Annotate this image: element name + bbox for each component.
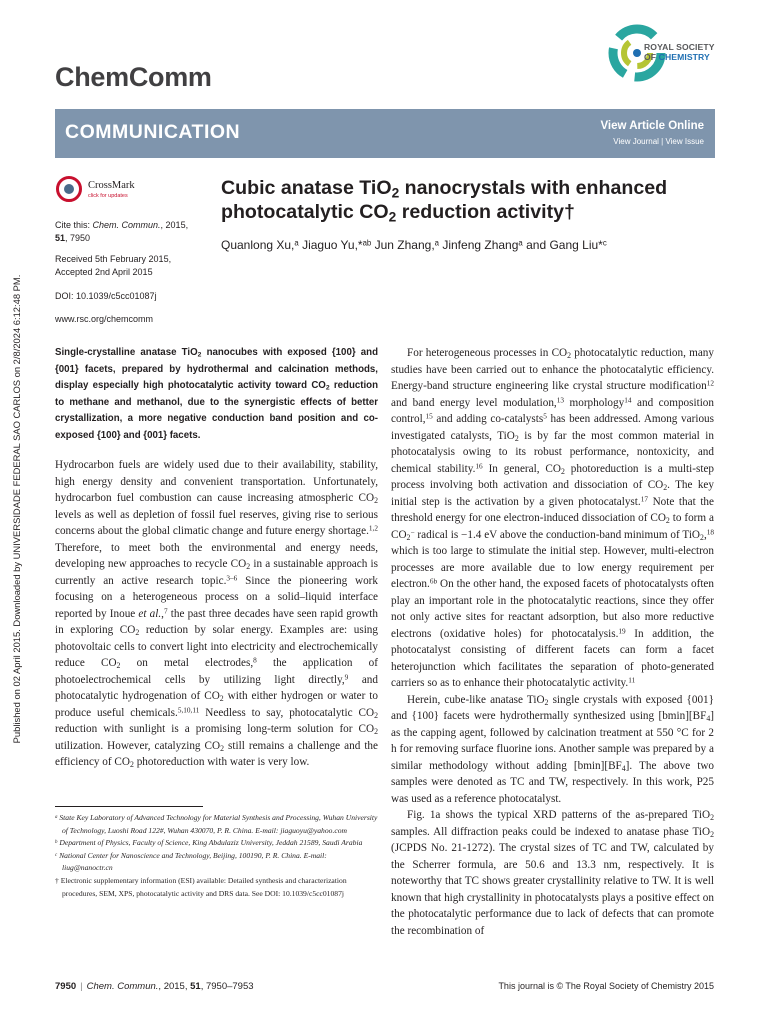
title-part-1: Cubic anatase TiO bbox=[221, 177, 392, 199]
page-number: 7950 bbox=[55, 981, 77, 992]
view-article-online-link[interactable]: View Article Online bbox=[600, 120, 704, 132]
paragraph: Herein, cube-like anatase TiO$_2$ single crystals with exposed {001} and {100} facets were hydrothermally synthesized using $[bmin][BF_4]$ as the capping agent, followed by calcination treatment at 550 °C for 2 h for removing surface fluorine ions. Another sample was prepared by a similar methodology without adding $[bmin][BF_4]$. The above two samples were denoted as TC and TW, respectively. In this work, P25 was used as a reference photocatalyst. bbox=[391, 693, 715, 805]
title-part-3: reduction activity† bbox=[396, 201, 575, 223]
footer-pages: , 7950–7953 bbox=[200, 981, 254, 992]
footer-volume: 51 bbox=[190, 981, 201, 992]
author[interactable]: Jiaguo Yu,*$^{ab}$ bbox=[302, 238, 372, 252]
cite-page: , 7950 bbox=[65, 232, 91, 243]
crossmark-badge[interactable] bbox=[56, 176, 156, 206]
footer-journal: Chem. Commun. bbox=[86, 981, 159, 992]
article-type-label: COMMUNICATION bbox=[65, 121, 241, 143]
footnote-esi: † Electronic supplementary information (ESI) available: Detailed synthesis and characterization procedures, SEM, XPS, photocatalytic activity and DRS data. See DOI: 10.1039/c5cc01087j bbox=[55, 875, 347, 898]
crossmark-icon bbox=[56, 176, 82, 202]
accepted-date: Accepted 2nd April 2015 bbox=[55, 266, 153, 277]
title-part-2: nanocrystals with enhanced photocatalytic CO bbox=[221, 177, 668, 223]
author[interactable]: and Gang Liu*$^c$ bbox=[526, 238, 607, 252]
footnote-affiliation-a: $^a$ State Key Laboratory of Advanced Technology for Material Synthesis and Processing, Wuhan University of Technology, Luoshi Road 122#, Wuhan 430070, P. R. China. E-mail: jiaguoyu@yahoo.com bbox=[55, 813, 378, 835]
publisher-line1: ROYAL SOCIETY bbox=[644, 42, 715, 52]
crossmark-icon-core bbox=[64, 184, 74, 194]
author[interactable]: Quanlong Xu,$^a$ bbox=[221, 238, 299, 252]
publisher-wordmark bbox=[644, 43, 715, 62]
received-date: Received 5th February 2015, bbox=[55, 254, 172, 264]
author-list bbox=[221, 238, 711, 252]
footnotes bbox=[55, 812, 378, 900]
footer-citation bbox=[55, 981, 254, 992]
cite-year: , 2015, bbox=[160, 220, 189, 230]
paragraph: For heterogeneous processes in $CO_2$ photocatalytic reduction, many studies have been carried out to enhance the photocatalytic efficiency. Energy-band structure engineering like crystal structure modification$^{12}$ and band energy level modulation,$^{13}$ morphology$^{14}$ and composition control,$^{15}$ and adding co-catalysts$^5$ has been addressed. Among various investigated catalysts, TiO$_2$ is by far the most common material in photocatalysis owing to its robust performance, nontoxicity, and chemical stability.$^{16}$ In general, $CO_2$ photoreduction is a multi-step process involving both activation and dissociation of $CO_2$. The key initial step is the activation by a given photocatalyst.$^{17}$ Note that the threshold energy for one electron-induced dissociation of $CO_2$ to form a $CO_2^-$ radical is −1.4 eV above the conduction-band minimum of TiO$_2$,$^{18}$ which is too large to stimulate the initial step. However, multi-electron processes are more available due to low energy requirement per electron.$^{6b}$ On the other hand, the exposed facets of photocatalysts often play an important role in the photocatalytic reactions, since they offer not only active sites for reactant adsorption, but also more reductive electrons (oxidative holes) for photocatalysis.$^{19}$ In addition, the photocatalyst consisting of different facets can form a facet heterojunction which facilitates the separation of photo-generated carriers so as to enhance their photocatalytic activity.$^{11}$ bbox=[391, 347, 715, 689]
footer-separator: | bbox=[80, 981, 83, 992]
paragraph: Fig. 1a shows the typical XRD patterns of the as-prepared TiO$_2$ samples. All diffraction peaks could be indexed to anatase phase TiO$_2$ (JCPDS No. 21-1272). The crystal sizes of TC and TW, calculated by the Scherrer formula, are 50.6 and 13.3 nm, respectively. It is noteworthy that TC shows greater crystallinity relative to TW. It is well known that high crystallinity in photocatalysts plays a positive effect on the photocatalytic performance due to lack of defects that can promote the recombination of bbox=[391, 809, 714, 937]
publisher-of: OF bbox=[644, 51, 657, 62]
title-sub-2: 2 bbox=[388, 209, 397, 225]
abstract: Single-crystalline anatase TiO$_2$ nanocubes with exposed {100} and {001} facets, prepared by hydrothermal and calcination methods, display especially high photocatalytic activity toward $CO_2$ reduction to methane and methanol, due to the synergistic effects of better crystallization, a more negative conduction band position and co-exposed {100} and {001} facets. bbox=[55, 347, 379, 441]
article-type-banner bbox=[55, 109, 715, 158]
journal-name[interactable]: ChemComm bbox=[55, 62, 212, 92]
received-dates bbox=[55, 253, 205, 278]
view-journal-issue-links[interactable]: View Journal | View Issue bbox=[613, 137, 704, 146]
title-sub-1: 2 bbox=[391, 185, 400, 201]
footnote-affiliation-c: $^c$ National Center for Nanoscience and Technology, Beijing, 100190, P. R. China. E-mail: liug@nanoctr.cn bbox=[55, 850, 327, 873]
publisher-line2: CHEMISTRY bbox=[658, 51, 710, 62]
cite-volume: 51 bbox=[55, 232, 66, 243]
cite-label: Cite this: bbox=[55, 220, 93, 230]
footer-copyright: This journal is © The Royal Society of Chemistry 2015 bbox=[498, 981, 714, 991]
citation bbox=[55, 219, 205, 244]
body-text-right bbox=[391, 345, 714, 939]
author[interactable]: Jinfeng Zhang$^a$ bbox=[442, 238, 523, 252]
footnote-b-text: Department of Physics, Faculty of Science, King Abdulaziz University, Jeddah 21589, Saudi Arabia bbox=[59, 838, 363, 848]
body-text-left: Hydrocarbon fuels are widely used due to their availability, stability, high energy density and convenient transportation. Unfortunately, hydrocarbon fuel combustion can cause increasing atmospheric $CO_2$ levels as well as depletion of fossil fuel reserves, giving rise to serious concerns about the global climatic change and future energy shortage.$^{1,2}$ Therefore, to meet both the environmental and energy needs, developing new approaches to recycle $CO_2$ in a sustainable approach is currently an active research topic.$^{3-6}$ Since the pioneering work focusing on a heterogeneous process on a solid–liquid interface reported by Inoue et al.,$^7$ the past three decades have seen rapid growth in exploring $CO_2$ reduction by solar energy. Examples are: using photovoltaic cells to convert light into electricity and electrochemically reduce $CO_2$ on metal electrodes,$^8$ the application of photoelectrochemical cells by utilizing light directly,$^9$ and photocatalytic hydrogenation of $CO_2$ with either hydrogen or water to produce useful chemicals.$^{5,10,11}$ Needless to say, photocatalytic $CO_2$ reduction with sunlight is a promising long-term solution for $CO_2$ utilization. However, catalyzing $CO_2$ still remains a challenge and the efficiency of $CO_2$ photoreduction with water is very low. bbox=[55, 459, 379, 769]
doi[interactable]: DOI: 10.1039/c5cc01087j bbox=[55, 291, 157, 301]
crossmark-sub: click for updates bbox=[88, 193, 128, 199]
footer-year: , 2015, bbox=[158, 981, 191, 992]
footnote-a-text: State Key Laboratory of Advanced Technology for Material Synthesis and Processing, Wuhan University of Technology, Luoshi Road 122#, Wuhan 430070, P. R. China. E-mail: jiaguoyu@yahoo.com bbox=[59, 813, 378, 835]
download-watermark: Published on 02 April 2015. Downloaded by UNIVERSIDADE FEDERAL SAO CARLOS on 2/8/2024 6:12:48 PM. bbox=[11, 274, 22, 744]
journal-url[interactable]: www.rsc.org/chemcomm bbox=[55, 314, 154, 324]
footnote-rule bbox=[55, 806, 203, 807]
footnote-c-text: National Center for Nanoscience and Technology, Beijing, 100190, P. R. China. E-mail: liug@nanoctr.cn bbox=[59, 850, 327, 873]
footnote-affiliation-b: $^b$ Department of Physics, Faculty of Science, King Abdulaziz University, Jeddah 21589, Saudi Arabia bbox=[55, 838, 363, 848]
crossmark-label: CrossMark bbox=[88, 180, 135, 191]
article-title bbox=[221, 176, 711, 224]
author[interactable]: Jun Zhang,$^a$ bbox=[374, 238, 439, 252]
cite-journal: Chem. Commun. bbox=[92, 220, 161, 230]
